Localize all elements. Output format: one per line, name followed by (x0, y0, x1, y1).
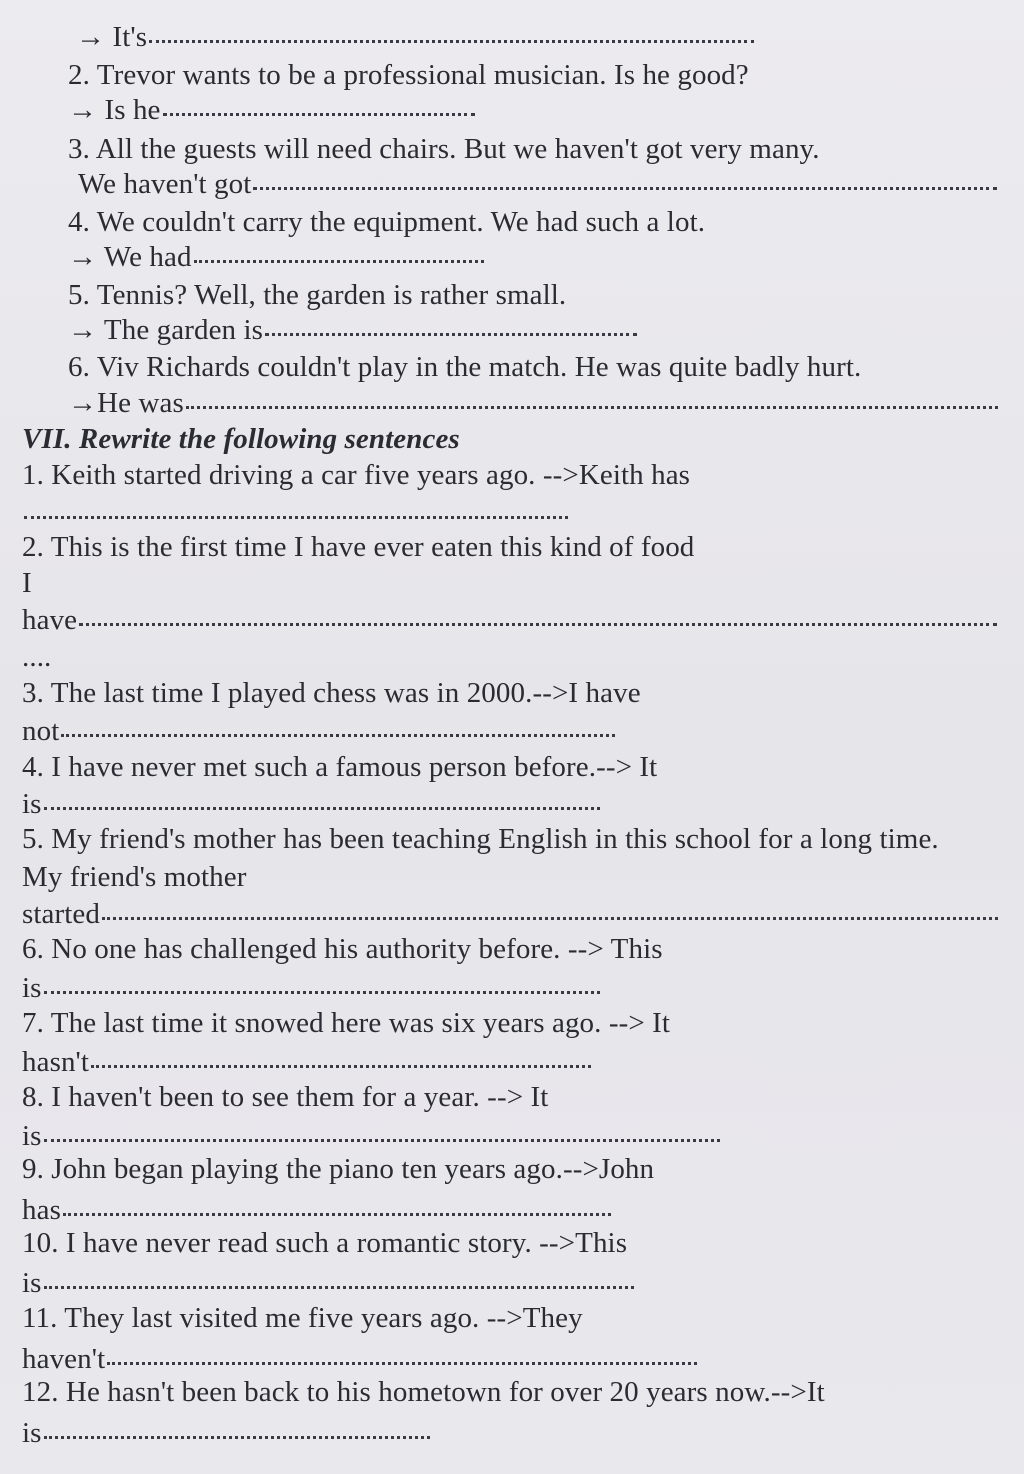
s7-q11-text: 11. They last visited me five years ago. -->They (22, 1302, 583, 1334)
s6-q6-answer-label: →He was (68, 387, 184, 419)
answer-blank[interactable] (61, 734, 615, 737)
answer-blank[interactable] (163, 113, 475, 116)
s7-q8-answer-line (22, 1119, 720, 1153)
s6-q1-answer-label: → It's (76, 21, 148, 53)
s7-q10-answer-line (22, 1266, 634, 1300)
s7-q1-answer-line (22, 496, 568, 530)
answer-blank[interactable] (63, 1213, 611, 1216)
answer-blank[interactable] (149, 40, 754, 43)
answer-blank[interactable] (44, 1436, 430, 1439)
s7-q12-answer-line (22, 1416, 430, 1450)
s7-q2-answer-label: have (22, 604, 78, 636)
s7-q10-answer-label: is (22, 1267, 42, 1299)
section-heading: VII. Rewrite the following sentences (22, 423, 460, 455)
s6-q5-text: 5. Tennis? Well, the garden is rather small. (68, 279, 567, 311)
s7-q2-tail: .... (22, 641, 52, 673)
s6-q6-answer-line (68, 386, 998, 420)
s7-q3-text: 3. The last time I played chess was in 2000.-->I have (22, 677, 641, 709)
s6-q5-answer-line (68, 313, 637, 347)
answer-blank[interactable] (24, 516, 568, 519)
s6-q4-answer-line (68, 240, 484, 274)
s7-q5-text: 5. My friend's mother has been teaching English in this school for a long time. (22, 823, 939, 855)
answer-blank[interactable] (102, 917, 998, 920)
s7-q3-answer-line (22, 714, 615, 748)
s6-q2-text: 2. Trevor wants to be a professional musician. Is he good? (68, 59, 749, 91)
answer-blank[interactable] (44, 807, 600, 810)
s7-q1-text: 1. Keith started driving a car five years ago. -->Keith has (22, 459, 691, 491)
s7-q6-text: 6. No one has challenged his authority before. --> This (22, 933, 663, 965)
answer-blank[interactable] (253, 187, 997, 190)
answer-blank[interactable] (265, 333, 637, 336)
s7-q11-answer-line (22, 1342, 697, 1376)
answer-blank[interactable] (194, 260, 484, 263)
s7-q4-answer-label: is (22, 788, 42, 820)
s6-q4-answer-label: → We had (68, 241, 192, 273)
s7-q8-text: 8. I haven't been to see them for a year. --> It (22, 1081, 549, 1113)
s7-q2-text: 2. This is the first time I have ever eaten this kind of food (22, 531, 695, 563)
s6-q1-answer-line (76, 20, 754, 54)
s7-q9-answer-line (22, 1193, 611, 1227)
s6-q2-answer-line (68, 93, 475, 127)
s7-q5-answer-label: started (22, 898, 101, 930)
answer-blank[interactable] (44, 1139, 720, 1142)
s7-q6-answer-line (22, 971, 600, 1005)
s7-q12-text: 12. He hasn't been back to his hometown for over 20 years now.-->It (22, 1376, 825, 1408)
s7-q9-answer-label: has (22, 1194, 61, 1226)
answer-blank[interactable] (91, 1065, 591, 1068)
s7-q12-answer-label: is (22, 1417, 42, 1449)
s7-q4-answer-line (22, 787, 600, 821)
s6-q3-answer-line (78, 167, 997, 201)
s7-q11-answer-label: haven't (22, 1343, 106, 1375)
s7-q9-text: 9. John began playing the piano ten years ago.-->John (22, 1153, 655, 1185)
s7-q7-answer-label: hasn't (22, 1046, 90, 1078)
s6-q5-answer-label: → The garden is (68, 314, 264, 346)
s6-q6-text: 6. Viv Richards couldn't play in the match. He was quite badly hurt. (68, 351, 862, 383)
answer-blank[interactable] (107, 1362, 697, 1365)
answer-blank[interactable] (186, 406, 998, 409)
s6-q3-text: 3. All the guests will need chairs. But we haven't got very many. (68, 133, 820, 165)
answer-blank[interactable] (79, 623, 997, 626)
s7-q8-answer-label: is (22, 1120, 42, 1152)
s7-q2-answer-line (22, 603, 997, 637)
s7-q2-subject: I (22, 567, 32, 599)
s7-q7-text: 7. The last time it snowed here was six years ago. --> It (22, 1007, 671, 1039)
s6-q4-text: 4. We couldn't carry the equipment. We had such a lot. (68, 206, 706, 238)
s7-q5-subject: My friend's mother (22, 861, 247, 893)
s7-q7-answer-line (22, 1045, 591, 1079)
answer-blank[interactable] (44, 991, 600, 994)
s7-q5-answer-line (22, 897, 998, 931)
s7-q4-text: 4. I have never met such a famous person before.--> It (22, 751, 658, 783)
answer-blank[interactable] (44, 1286, 634, 1289)
s6-q3-answer-label: We haven't got (78, 168, 252, 200)
s7-q10-text: 10. I have never read such a romantic story. -->This (22, 1227, 628, 1259)
s7-q6-answer-label: is (22, 972, 42, 1004)
s7-q3-answer-label: not (22, 715, 60, 747)
s6-q2-answer-label: → Is he (68, 94, 161, 126)
